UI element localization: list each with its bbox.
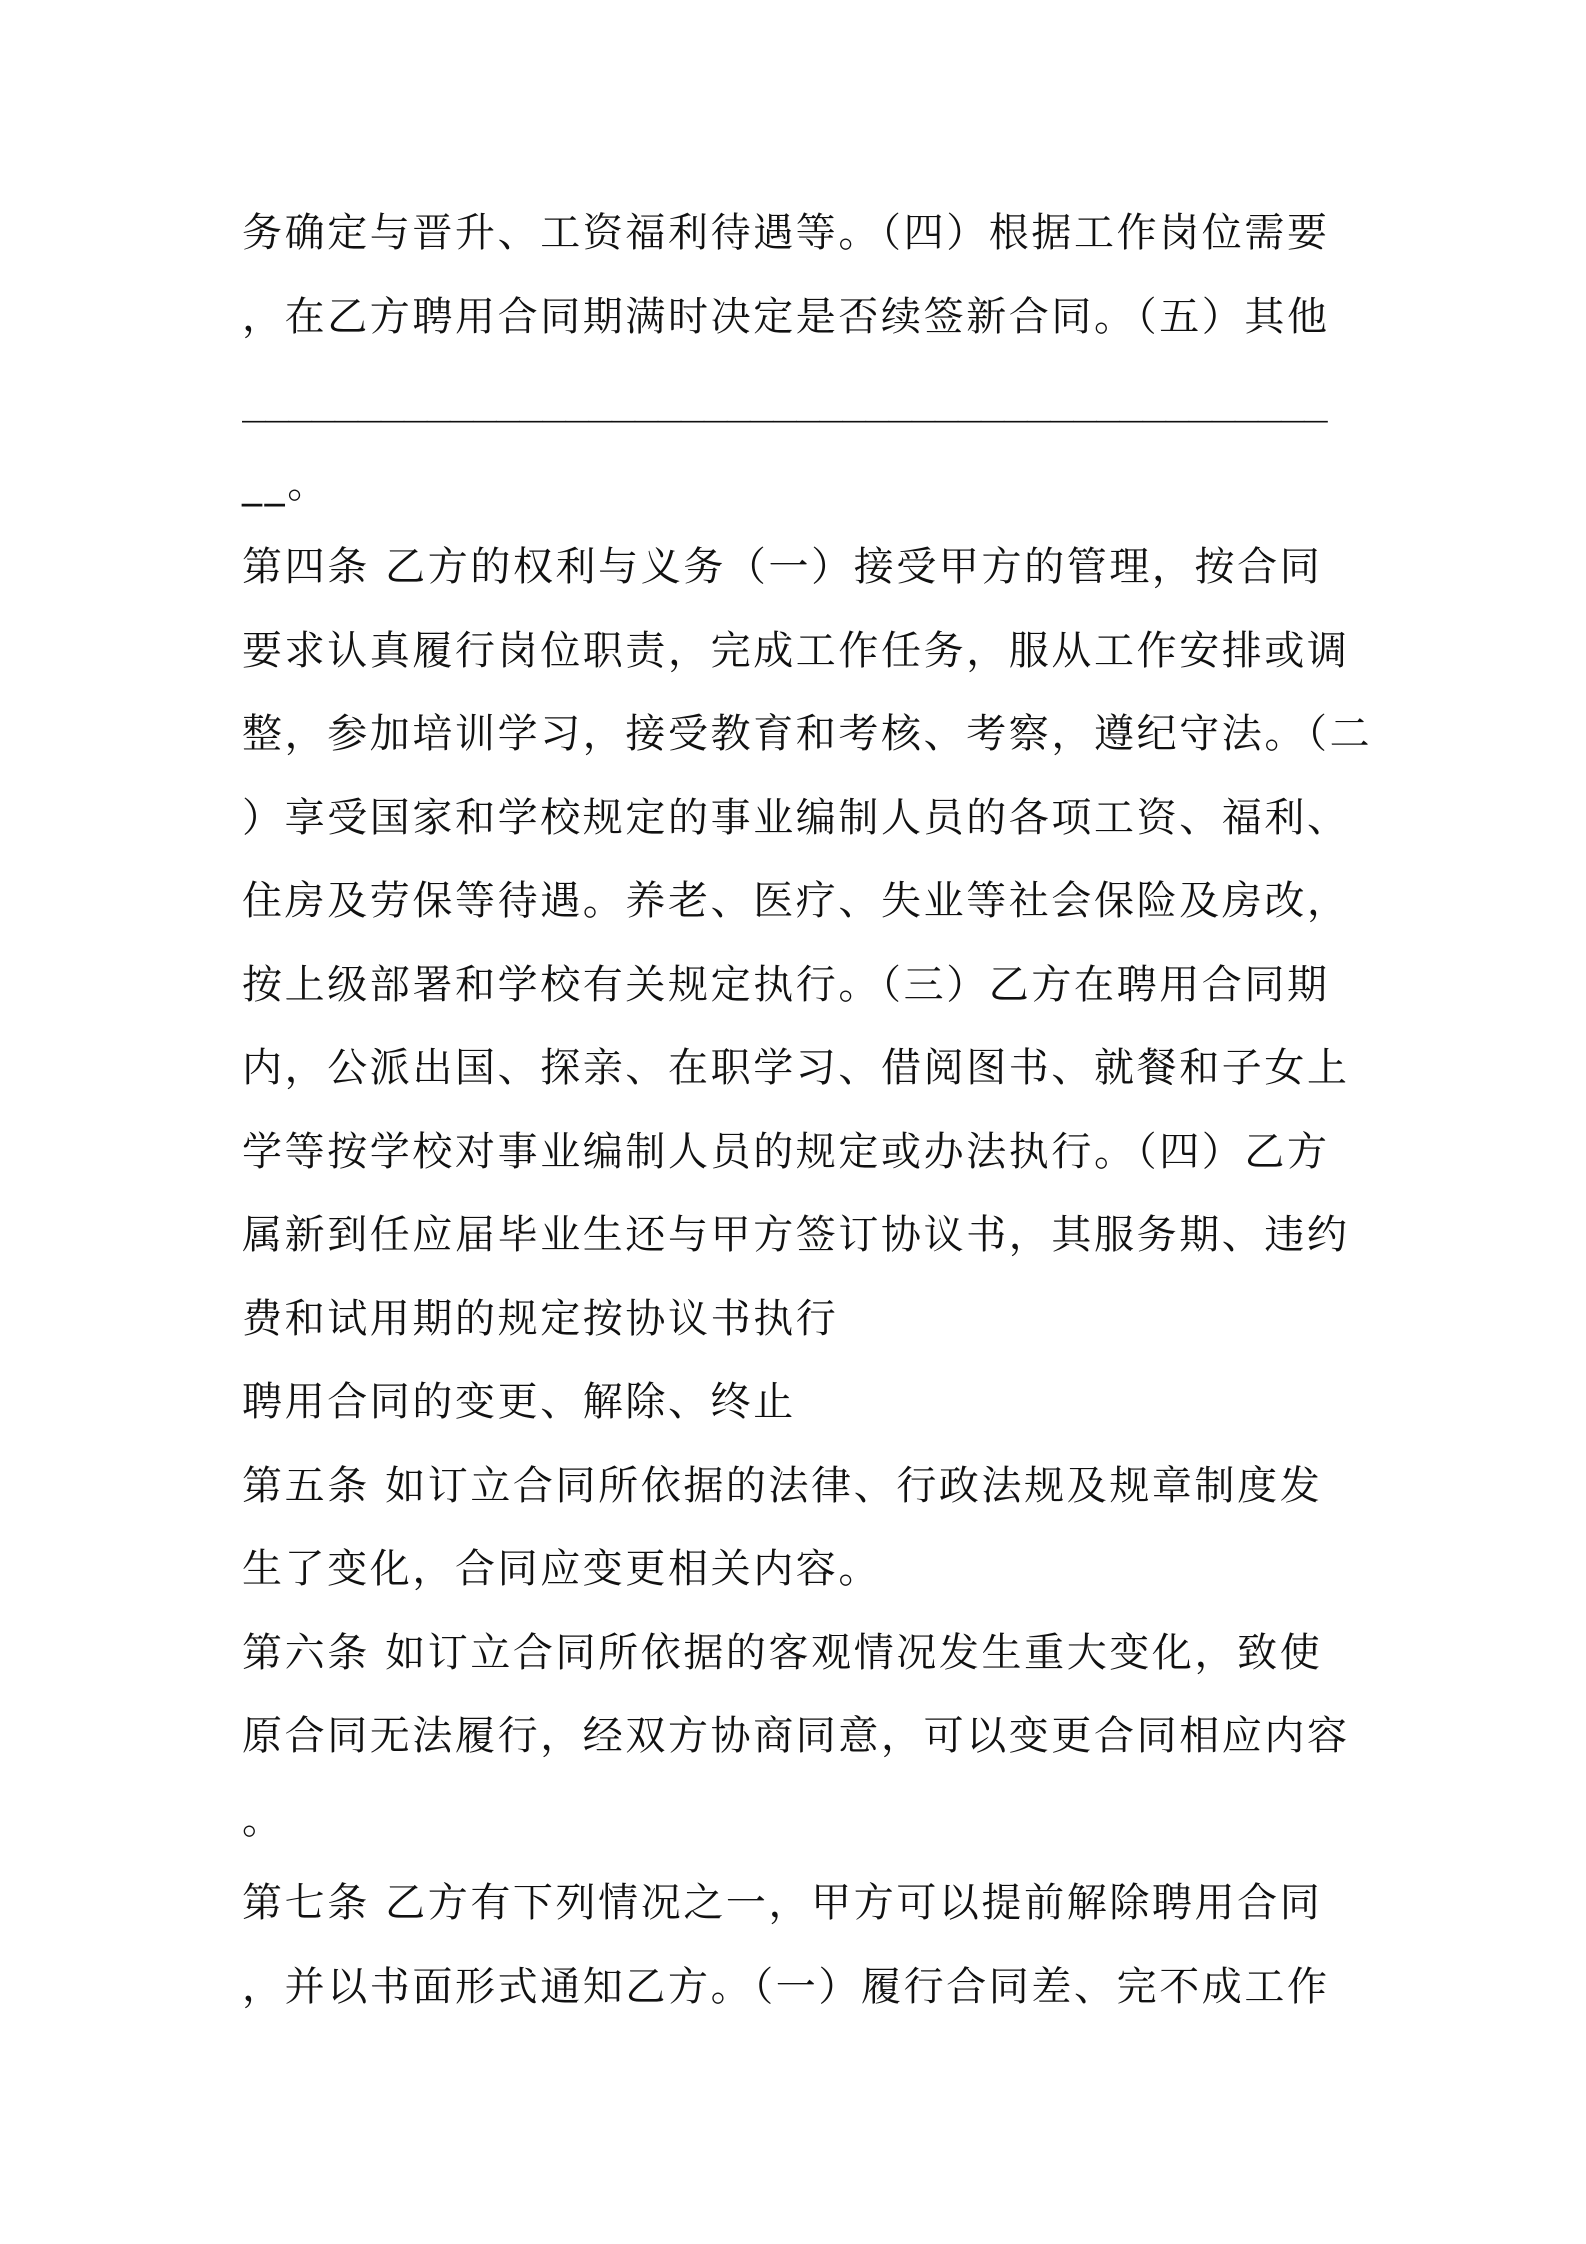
- text-line: 学等按学校对事业编制人员的规定或办法执行。（四）乙方: [242, 1128, 1330, 1175]
- article-6-heading-line: 第六条 如订立合同所依据的客观情况发生重大变化，致使: [242, 1629, 1323, 1676]
- fill-in-blank-line: _______________________________________________: [242, 377, 1327, 423]
- text-line: 整，参加培训学习，接受教育和考核、考察，遵纪守法。（二: [242, 711, 1373, 757]
- text-line: 内，公派出国、探亲、在职学习、借阅图书、就餐和子女上: [242, 1045, 1350, 1091]
- article-7-heading-line: 第七条 乙方有下列情况之一，甲方可以提前解除聘用合同: [242, 1880, 1323, 1926]
- text-line: 要求认真履行岗位职责，完成工作任务，服从工作安排或调: [242, 627, 1350, 674]
- text-line: 属新到任应届毕业生还与甲方签订协议书，其服务期、违约: [242, 1212, 1350, 1258]
- text-line: 务确定与晋升、工资福利待遇等。（四）根据工作岗位需要: [242, 210, 1330, 256]
- text-line: ，并以书面形式通知乙方。（一）履行合同差、完不成工作: [242, 1963, 1330, 2010]
- article-4-heading-line: 第四条 乙方的权利与义务（一）接受甲方的管理，按合同: [242, 544, 1323, 590]
- text-line: ）享受国家和学校规定的事业编制人员的各项工资、福利、: [242, 794, 1350, 841]
- text-line: 。: [242, 1796, 285, 1843]
- text-line: 住房及劳保等待遇。养老、医疗、失业等社会保险及房改，: [242, 878, 1350, 924]
- text-line: __。: [242, 460, 330, 507]
- text-line: 按上级部署和学校有关规定执行。（三）乙方在聘用合同期: [242, 961, 1330, 1008]
- document-body: [242, 192, 1373, 2029]
- section-heading: 聘用合同的变更、解除、终止: [242, 1379, 796, 1425]
- text-line: 生了变化，合同应变更相关内容。: [242, 1546, 881, 1592]
- text-line: ，在乙方聘用合同期满时决定是否续签新合同。（五）其他: [242, 293, 1330, 340]
- text-line: 费和试用期的规定按协议书执行: [242, 1295, 839, 1342]
- text-line: 原合同无法履行，经双方协商同意，可以变更合同相应内容: [242, 1713, 1350, 1759]
- article-5-heading-line: 第五条 如订立合同所依据的法律、行政法规及规章制度发: [242, 1462, 1323, 1509]
